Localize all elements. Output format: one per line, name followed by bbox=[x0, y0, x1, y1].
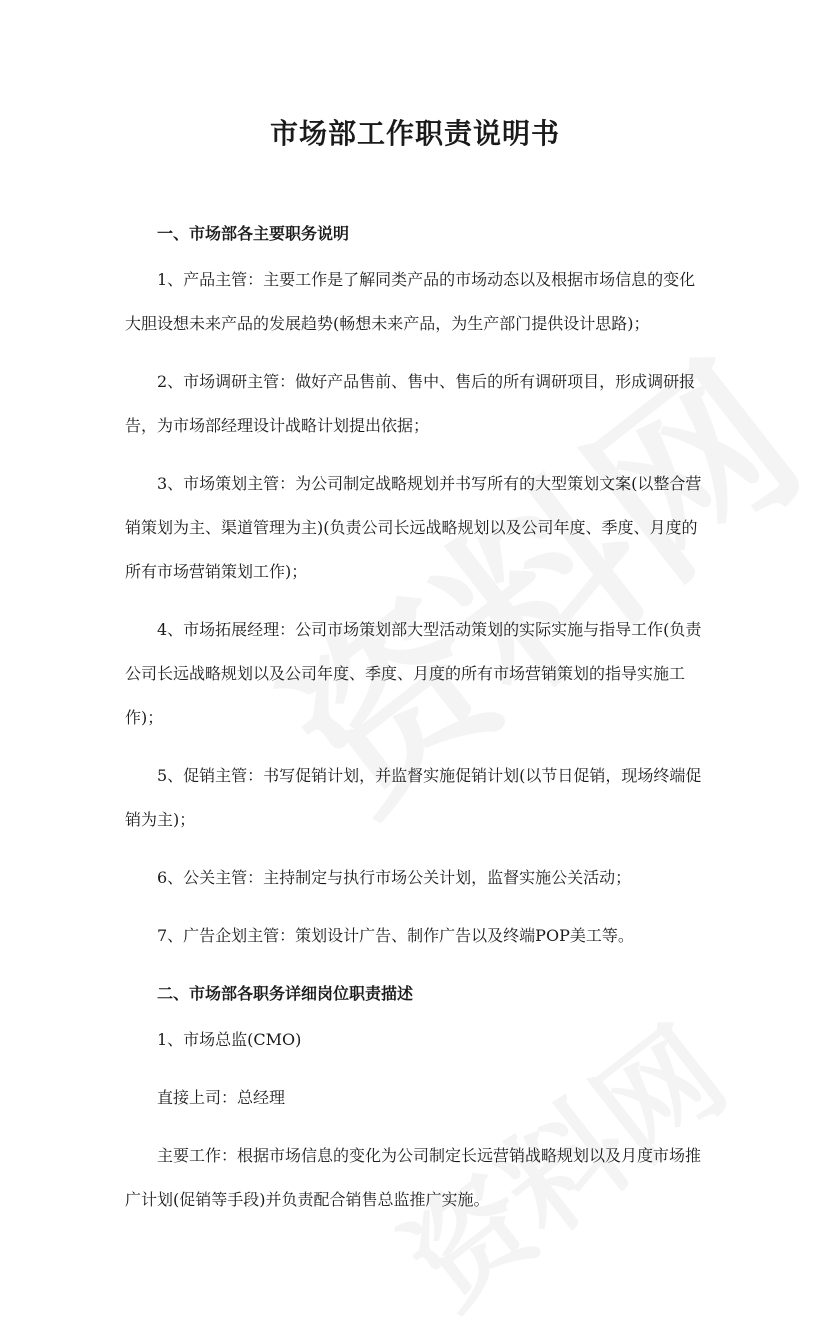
page-title: 市场部工作职责说明书 bbox=[269, 117, 560, 150]
duty-promotion-manager: 5、促销主管：书写促销计划，并监督实施促销计划(以节日促销，现场终端促销为主)； bbox=[125, 766, 702, 829]
role-cmo: 1、市场总监(CMO) bbox=[157, 1030, 302, 1049]
section-heading-1: 一、市场部各主要职务说明 bbox=[157, 224, 350, 243]
role-cmo-main-work: 主要工作：根据市场信息的变化为公司制定长远营销战略规划以及月度市场推广计划(促销等手段)并负责配合销售总监推广实施。 bbox=[125, 1146, 702, 1209]
duty-advertising-manager: 7、广告企划主管：策划设计广告、制作广告以及终端POP美工等。 bbox=[157, 926, 634, 945]
document-body bbox=[125, 212, 710, 1236]
duty-pr-manager: 6、公关主管：主持制定与执行市场公关计划，监督实施公关活动； bbox=[157, 868, 632, 887]
role-cmo-supervisor: 直接上司：总经理 bbox=[157, 1088, 286, 1107]
duty-research-manager: 2、市场调研主管：做好产品售前、售中、售后的所有调研项目，形成调研报告，为市场部经理设计战略计划提出依据； bbox=[125, 372, 696, 435]
duty-expansion-manager: 4、市场拓展经理：公司市场策划部大型活动策划的实际实施与指导工作(负责公司长远战略规划以及公司年度、季度、月度的所有市场营销策划的指导实施工作)； bbox=[125, 620, 702, 727]
duty-product-manager: 1、产品主管：主要工作是了解同类产品的市场动态以及根据市场信息的变化大胆设想未来产品的发展趋势(畅想未来产品，为生产部门提供设计思路)； bbox=[125, 270, 696, 333]
duty-planning-manager: 3、市场策划主管：为公司制定战略规划并书写所有的大型策划文案(以整合营销策划为主、渠道管理为主)(负责公司长远战略规划以及公司年度、季度、月度的所有市场营销策划工作)； bbox=[125, 474, 702, 581]
section-heading-2: 二、市场部各职务详细岗位职责描述 bbox=[157, 984, 414, 1003]
